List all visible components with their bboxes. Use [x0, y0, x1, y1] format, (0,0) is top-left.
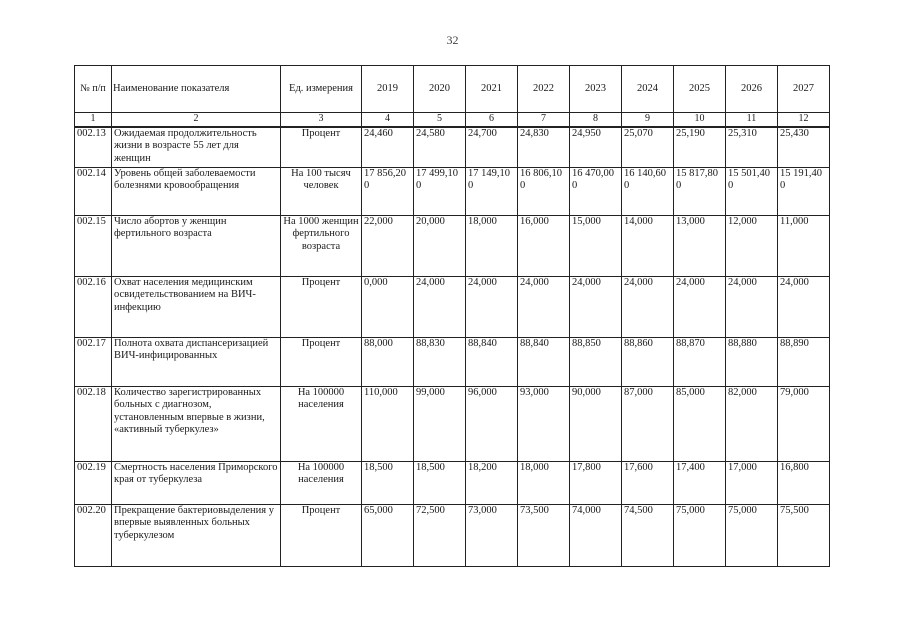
row-index: 002.17	[75, 338, 112, 387]
year-value: 16 140,600	[622, 168, 674, 216]
column-number: 7	[518, 113, 570, 128]
year-value: 87,000	[622, 387, 674, 462]
indicator-name: Смертность населения Приморского края от туберкулеза	[112, 462, 281, 505]
table-row	[75, 338, 830, 387]
table-row	[75, 505, 830, 567]
year-value: 82,000	[726, 387, 778, 462]
indicator-name: Прекращение бактериовыделения у впервые выявленных больных туберкулезом	[112, 505, 281, 567]
year-value: 88,860	[622, 338, 674, 387]
indicator-name: Уровень общей заболеваемости болезнями кровообращения	[112, 168, 281, 216]
row-index: 002.16	[75, 277, 112, 338]
year-value: 24,000	[570, 277, 622, 338]
year-value: 18,500	[362, 462, 414, 505]
column-number: 4	[362, 113, 414, 128]
unit-of-measure: Процент	[281, 277, 362, 338]
unit-of-measure: На 1000 женщин фертильного возраста	[281, 216, 362, 277]
table-row	[75, 216, 830, 277]
year-value: 18,000	[466, 216, 518, 277]
header-year: 2020	[414, 66, 466, 113]
year-value: 24,830	[518, 127, 570, 168]
year-value: 18,200	[466, 462, 518, 505]
year-value: 24,460	[362, 127, 414, 168]
year-value: 75,000	[674, 505, 726, 567]
year-value: 93,000	[518, 387, 570, 462]
year-value: 25,430	[778, 127, 830, 168]
year-value: 12,000	[726, 216, 778, 277]
year-value: 99,000	[414, 387, 466, 462]
unit-of-measure: Процент	[281, 505, 362, 567]
year-value: 17,800	[570, 462, 622, 505]
year-value: 75,000	[726, 505, 778, 567]
header-year: 2023	[570, 66, 622, 113]
header-year: 2022	[518, 66, 570, 113]
year-value: 11,000	[778, 216, 830, 277]
year-value: 96,000	[466, 387, 518, 462]
indicator-name: Полнота охвата диспансеризацией ВИЧ-инфицированных	[112, 338, 281, 387]
table-row	[75, 387, 830, 462]
table-row	[75, 168, 830, 216]
header-year: 2027	[778, 66, 830, 113]
column-number: 11	[726, 113, 778, 128]
year-value: 25,190	[674, 127, 726, 168]
year-value: 74,500	[622, 505, 674, 567]
header-unit: Ед. измерения	[281, 66, 362, 113]
year-value: 88,000	[362, 338, 414, 387]
header-year: 2021	[466, 66, 518, 113]
year-value: 79,000	[778, 387, 830, 462]
header-year: 2026	[726, 66, 778, 113]
unit-of-measure: Процент	[281, 338, 362, 387]
unit-of-measure: Процент	[281, 127, 362, 168]
year-value: 24,000	[622, 277, 674, 338]
year-value: 16,800	[778, 462, 830, 505]
column-numbers-row	[75, 113, 830, 128]
row-index: 002.18	[75, 387, 112, 462]
year-value: 88,890	[778, 338, 830, 387]
year-value: 73,000	[466, 505, 518, 567]
year-value: 24,950	[570, 127, 622, 168]
year-value: 88,850	[570, 338, 622, 387]
year-value: 20,000	[414, 216, 466, 277]
year-value: 74,000	[570, 505, 622, 567]
column-number: 10	[674, 113, 726, 128]
year-value: 24,700	[466, 127, 518, 168]
header-year: 2019	[362, 66, 414, 113]
year-value: 85,000	[674, 387, 726, 462]
indicator-name: Количество зарегистрированных больных с диагнозом, установленным впервые в жизни, «активный туберкулез»	[112, 387, 281, 462]
column-number: 9	[622, 113, 674, 128]
year-value: 90,000	[570, 387, 622, 462]
column-number: 12	[778, 113, 830, 128]
year-value: 15 501,400	[726, 168, 778, 216]
year-value: 15,000	[570, 216, 622, 277]
year-value: 88,840	[466, 338, 518, 387]
year-value: 65,000	[362, 505, 414, 567]
year-value: 15 817,800	[674, 168, 726, 216]
unit-of-measure: На 100 тысяч человек	[281, 168, 362, 216]
header-row	[75, 66, 830, 113]
year-value: 17,600	[622, 462, 674, 505]
year-value: 0,000	[362, 277, 414, 338]
year-value: 72,500	[414, 505, 466, 567]
header-year: 2025	[674, 66, 726, 113]
indicator-name: Число абортов у женщин фертильного возраста	[112, 216, 281, 277]
year-value: 110,000	[362, 387, 414, 462]
column-number: 3	[281, 113, 362, 128]
year-value: 88,880	[726, 338, 778, 387]
header-name: Наименование показателя	[112, 66, 281, 113]
year-value: 22,000	[362, 216, 414, 277]
row-index: 002.13	[75, 127, 112, 168]
column-number: 8	[570, 113, 622, 128]
year-value: 75,500	[778, 505, 830, 567]
indicator-name: Охват населения медицинским освидетельствованием на ВИЧ-инфекцию	[112, 277, 281, 338]
row-index: 002.14	[75, 168, 112, 216]
year-value: 24,000	[414, 277, 466, 338]
column-number: 1	[75, 113, 112, 128]
year-value: 18,500	[414, 462, 466, 505]
table-row	[75, 277, 830, 338]
year-value: 13,000	[674, 216, 726, 277]
header-year: 2024	[622, 66, 674, 113]
column-number: 2	[112, 113, 281, 128]
indicators-table	[74, 65, 830, 567]
table-row	[75, 462, 830, 505]
year-value: 17 856,200	[362, 168, 414, 216]
year-value: 24,000	[778, 277, 830, 338]
year-value: 25,070	[622, 127, 674, 168]
indicator-name: Ожидаемая продолжительность жизни в возрасте 55 лет для женщин	[112, 127, 281, 168]
header-idx: № п/п	[75, 66, 112, 113]
year-value: 24,000	[466, 277, 518, 338]
unit-of-measure: На 100000 населения	[281, 387, 362, 462]
table-row	[75, 127, 830, 168]
year-value: 25,310	[726, 127, 778, 168]
year-value: 16,000	[518, 216, 570, 277]
year-value: 16 806,100	[518, 168, 570, 216]
year-value: 73,500	[518, 505, 570, 567]
row-index: 002.19	[75, 462, 112, 505]
year-value: 17,000	[726, 462, 778, 505]
year-value: 88,830	[414, 338, 466, 387]
row-index: 002.15	[75, 216, 112, 277]
year-value: 14,000	[622, 216, 674, 277]
column-number: 5	[414, 113, 466, 128]
year-value: 24,000	[518, 277, 570, 338]
year-value: 24,000	[674, 277, 726, 338]
column-number: 6	[466, 113, 518, 128]
year-value: 18,000	[518, 462, 570, 505]
year-value: 88,840	[518, 338, 570, 387]
unit-of-measure: На 100000 населения	[281, 462, 362, 505]
year-value: 17,400	[674, 462, 726, 505]
row-index: 002.20	[75, 505, 112, 567]
year-value: 15 191,400	[778, 168, 830, 216]
year-value: 24,580	[414, 127, 466, 168]
year-value: 24,000	[726, 277, 778, 338]
year-value: 17 149,100	[466, 168, 518, 216]
page-number: 32	[446, 33, 459, 47]
year-value: 88,870	[674, 338, 726, 387]
year-value: 17 499,100	[414, 168, 466, 216]
year-value: 16 470,000	[570, 168, 622, 216]
